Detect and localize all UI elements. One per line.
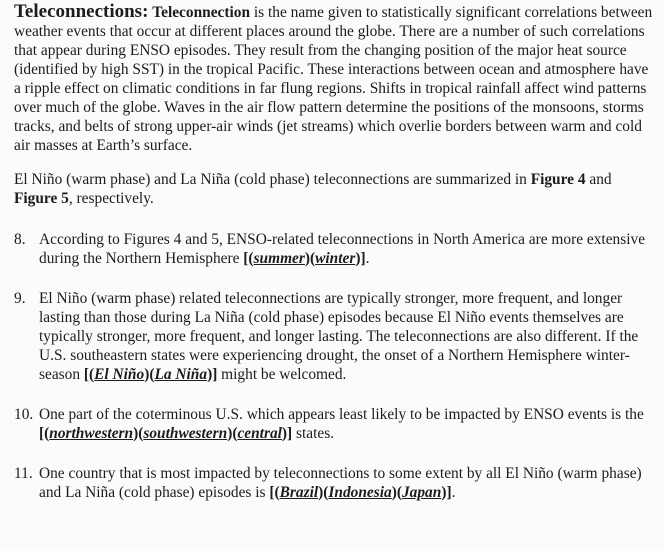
option-northwestern[interactable]: northwestern — [49, 425, 134, 442]
option-brazil[interactable]: Brazil — [279, 484, 319, 501]
question-end: might be welcomed. — [217, 366, 347, 383]
option-el-nino[interactable]: El Niño — [94, 366, 145, 383]
option-winter[interactable]: winter — [315, 250, 356, 267]
question-number: 11. — [14, 465, 33, 482]
intro-body: is the name given to statistically significant correlations between weather events that occur at different places around the globe. There are a number of such correlations that appear during ENSO episodes. They result from the changing position of the major heat source (identified by high SST) in the tropical Pacific. These interactions between ocean and atmosphere have a ripple effect on climatic conditions in far flung regions. Shifts in tropical rainfall affect wind patterns over much of the globe. Waves in the air flow pattern determine the positions of the monsoons, storms tracks, and belts of strong upper-air winds (jet streams) which overlie borders between warm and cold air masses at Earth’s surface. — [14, 4, 653, 154]
question-number: 10. — [14, 406, 34, 423]
intro-paragraph — [14, 2, 654, 155]
question-text: One country that is most impacted by teleconnections to some extent by all El Niño (warm phase) and La Niña (cold phase) episodes is — [39, 465, 642, 501]
question-10: 10. One part of the coterminous U.S. which appears least likely to be impacted by ENSO events is the [(northwestern)(southwestern)(central)] states. — [14, 406, 644, 442]
question-8: 8. According to Figures 4 and 5, ENSO-related teleconnections in North America are more extensive during the Northern Hemisphere [(summer)(winter)]. — [14, 231, 646, 267]
question-end: . — [451, 484, 456, 501]
option-japan[interactable]: Japan — [401, 484, 442, 501]
question-9: 9. El Niño (warm phase) related teleconnections are typically stronger, more frequent, and longer lasting than those during La Niña (cold phase) episodes because El Niño events themselves are typically stronger, more frequent, and longer lasting. The teleconnections are also different. If the U.S. southeastern states were experiencing drought, the onset of a Northern Hemisphere winter-season [(El Niño)(La Niña)] might be welcomed. — [14, 290, 639, 383]
question-end: states. — [292, 425, 335, 442]
question-number: 9. — [14, 290, 26, 307]
question-11: 11. One country that is most impacted by teleconnections to some extent by all El Niño (warm phase) and La Niña (cold phase) episodes is [(Brazil)(Indonesia)(Japan)]. — [14, 465, 642, 501]
option-summer[interactable]: summer — [253, 250, 305, 267]
question-text: El Niño (warm phase) related teleconnections are typically stronger, more frequent, and longer lasting than those during La Niña (cold phase) episodes because El Niño events themselves are typically stronger, more frequent, and longer lasting. The teleconnections are also different. If the U.S. southeastern states were experiencing drought, the onset of a Northern Hemisphere winter-season — [39, 290, 639, 383]
question-number: 8. — [14, 231, 26, 248]
summary-text-c: , respectively. — [68, 190, 154, 207]
question-text: According to Figures 4 and 5, ENSO-related teleconnections in North America are more extensive during the Northern Hemisphere — [39, 231, 646, 267]
lead-term: Teleconnection — [152, 4, 251, 21]
figure-5-ref: Figure 5 — [14, 190, 69, 207]
question-end: . — [365, 250, 370, 267]
question-text: One part of the coterminous U.S. which appears least likely to be impacted by ENSO events is the — [39, 406, 644, 423]
option-la-nina[interactable]: La Niña — [154, 366, 208, 383]
summary-text-a: El Niño (warm phase) and La Niña (cold phase) teleconnections are summarized in — [14, 171, 531, 188]
section-heading: Teleconnections: — [14, 1, 149, 22]
summary-paragraph — [14, 170, 654, 208]
figure-4-ref: Figure 4 — [530, 171, 586, 188]
summary-text-b: and — [585, 171, 612, 188]
option-southwestern[interactable]: southwestern — [143, 425, 228, 442]
option-indonesia[interactable]: Indonesia — [328, 484, 392, 501]
option-central[interactable]: central — [237, 425, 282, 442]
